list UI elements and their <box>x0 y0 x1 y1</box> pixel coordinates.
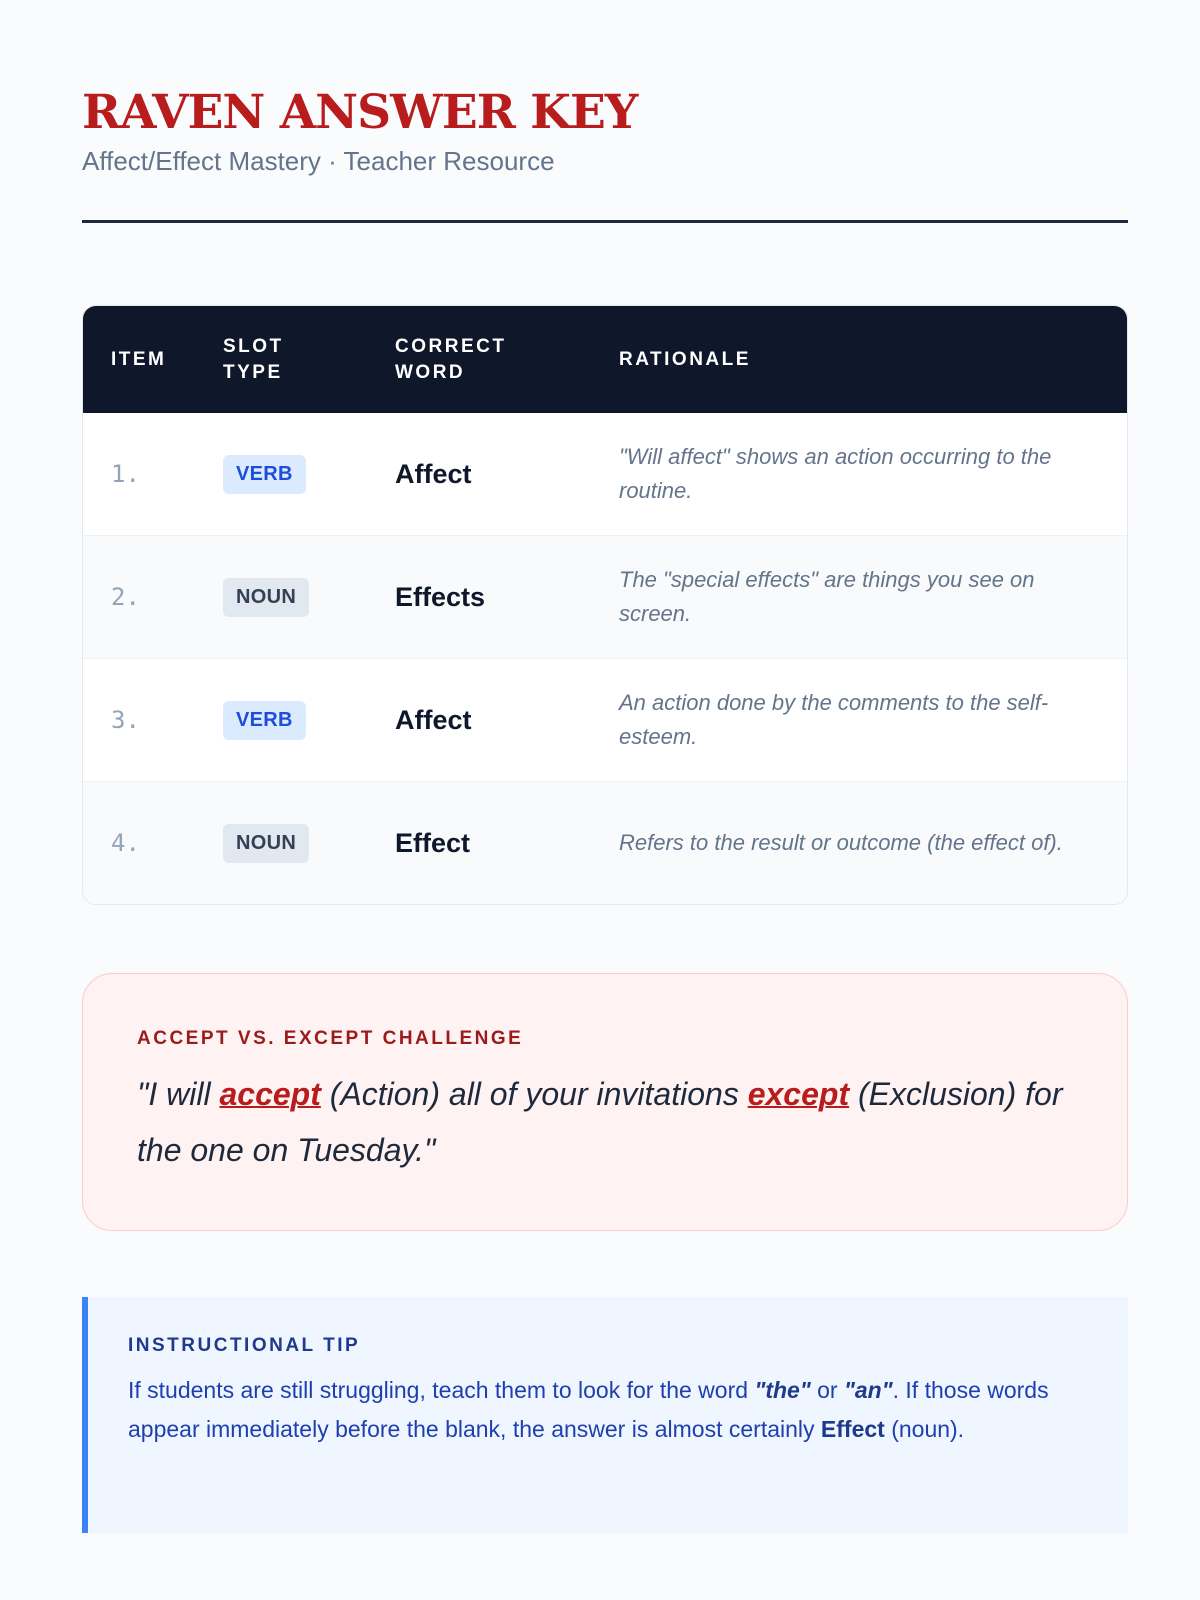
rationale-text: An action done by the comments to the self-esteem. <box>619 690 1049 749</box>
column-header-correct-word-line2: WORD <box>395 361 466 383</box>
slot-type-badge: VERB <box>223 701 306 740</box>
slot-type-cell <box>223 455 395 494</box>
table-row <box>83 413 1127 535</box>
tip-text-part3: . If those words appear immediately before the blank, the answer is almost certainly <box>128 1377 1049 1442</box>
challenge-quote-part3: (Exclusion) for the one on Tuesday." <box>137 1076 1063 1168</box>
tip-text-part4: (noun). <box>884 1416 965 1442</box>
column-header-slot-type-line1: SLOT <box>223 335 284 357</box>
page-header <box>82 0 1128 223</box>
table-row <box>83 781 1127 904</box>
tip-emphasis-an: "an" <box>843 1377 893 1403</box>
item-number: 2. <box>111 583 140 611</box>
column-header-slot-type-line2: TYPE <box>223 361 283 383</box>
slot-type-cell <box>223 578 395 617</box>
slot-type-cell <box>223 701 395 740</box>
table-body <box>83 413 1127 904</box>
rationale-text: The "special effects" are things you see on screen. <box>619 567 1035 626</box>
tip-emphasis-the: "the" <box>754 1377 811 1403</box>
rationale-text: "Will affect" shows an action occurring to the routine. <box>619 444 1052 503</box>
correct-word: Effect <box>395 827 471 858</box>
answer-table <box>82 305 1128 905</box>
page-title: RAVEN ANSWER KEY <box>82 85 638 140</box>
page-subtitle: Affect/Effect Mastery · Teacher Resource <box>82 146 555 176</box>
column-header-item: ITEM <box>111 348 167 370</box>
column-header-correct-word-line1: CORRECT <box>395 335 507 357</box>
challenge-quote-part2: (Action) all of your invitations <box>320 1076 748 1112</box>
slot-type-badge: NOUN <box>223 824 309 863</box>
tip-text-part2: or <box>810 1377 844 1403</box>
challenge-callout <box>82 973 1128 1231</box>
item-number: 3. <box>111 706 140 734</box>
table-row <box>83 658 1127 781</box>
instructional-tip <box>82 1297 1128 1533</box>
tip-strong-effect: Effect <box>820 1416 885 1442</box>
header-divider <box>82 220 1128 223</box>
slot-type-cell <box>223 824 395 863</box>
challenge-keyword-accept: accept <box>219 1076 321 1112</box>
tip-label: INSTRUCTIONAL TIP <box>128 1335 361 1356</box>
slot-type-badge: NOUN <box>223 578 309 617</box>
challenge-keyword-except: except <box>747 1076 850 1112</box>
column-header-slot-type <box>223 334 395 386</box>
rationale-text: Refers to the result or outcome (the effect of). <box>619 830 1063 855</box>
table-row <box>83 535 1127 658</box>
column-header-rationale: RATIONALE <box>619 348 751 370</box>
slot-type-badge: VERB <box>223 455 306 494</box>
challenge-label: ACCEPT VS. EXCEPT CHALLENGE <box>137 1028 524 1049</box>
item-number: 4. <box>111 829 140 857</box>
correct-word: Affect <box>395 704 472 735</box>
challenge-quote <box>137 1066 1073 1178</box>
correct-word: Affect <box>395 458 472 489</box>
table-header-row <box>83 306 1127 413</box>
answer-key-page <box>82 0 1128 1533</box>
tip-text-part1: If students are still struggling, teach them to look for the word <box>128 1377 755 1403</box>
tip-body <box>128 1371 1088 1449</box>
column-header-correct-word <box>395 334 619 386</box>
item-number: 1. <box>111 460 140 488</box>
correct-word: Effects <box>395 581 486 612</box>
challenge-quote-part1: "I will <box>137 1076 220 1112</box>
